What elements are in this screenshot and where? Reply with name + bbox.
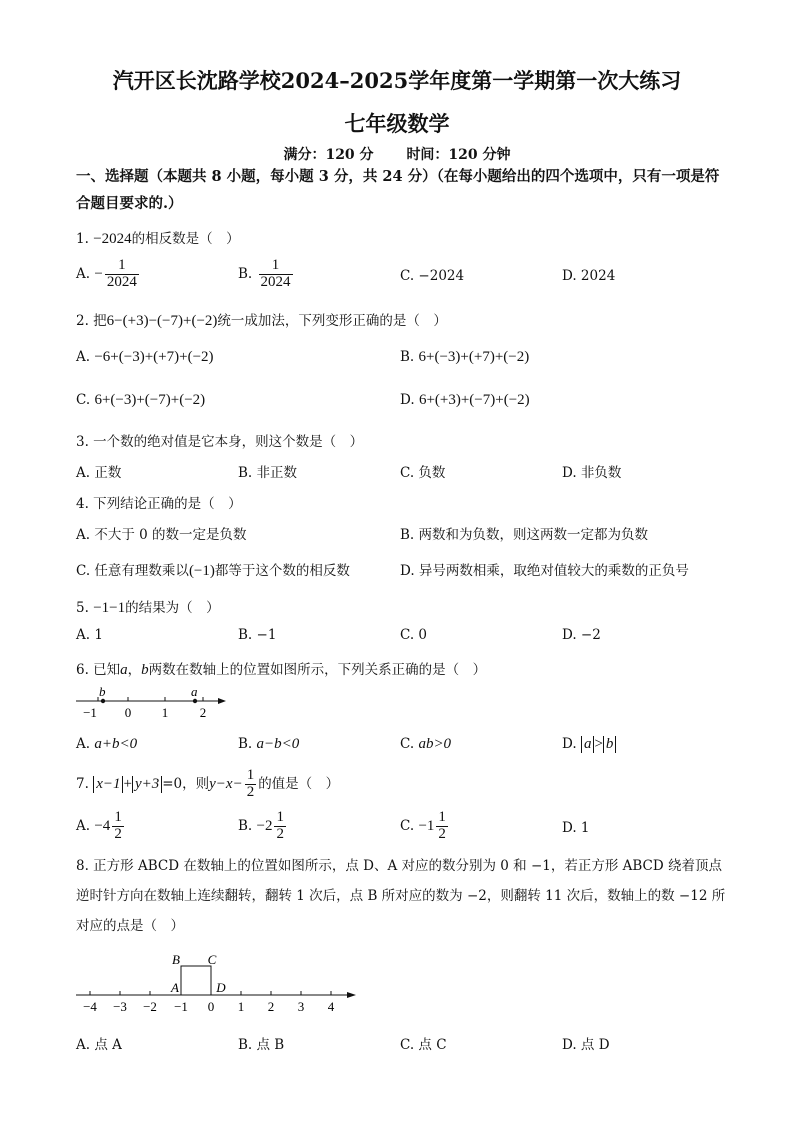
tick-label: 4: [327, 999, 335, 1014]
tick-label: −1: [174, 999, 188, 1014]
q2-option-d[interactable]: D. 6+(+3)+(−7)+(−2): [400, 392, 530, 408]
vertex-a-label: A: [171, 980, 179, 995]
vertex-b-label: B: [172, 952, 180, 967]
section-heading: 一、选择题（本题共 8 小题，每小题 3 分，共 24 分）（在每小题给出的四个选项中，只有一项是符合题目要求的.）: [76, 168, 720, 212]
q4-option-c[interactable]: C. 任意有理数乘以(−1)都等于这个数的相反数: [76, 563, 350, 579]
vertex-d-label: D: [216, 980, 226, 995]
q4-option-d[interactable]: D. 异号两数相乘，取绝对值较大的乘数的正负号: [400, 563, 689, 579]
q2-expression: 6−(+3)−(−7)+(−2): [106, 313, 218, 329]
tick-label: −4: [83, 999, 97, 1014]
question-7-stem: 7. x−1 + y+3 =0，则y−x− $\frac{1}{2}$ 的值是（ ）: [76, 767, 340, 800]
q8-option-a[interactable]: A. 点 A: [76, 1037, 122, 1053]
tick-label: −3: [113, 999, 127, 1014]
question-4-stem: 4. 下列结论正确的是（ ）: [76, 496, 242, 512]
square-abcd: [181, 966, 211, 995]
tick-label: 3: [297, 999, 305, 1014]
q4-option-a[interactable]: A. 不大于 0 的数一定是负数: [76, 527, 247, 543]
q7-option-d[interactable]: D. 1: [562, 820, 590, 836]
tick-label: 0: [207, 999, 215, 1014]
q6-option-a[interactable]: A. a+b<0: [76, 736, 138, 752]
vertex-c-label: C: [207, 952, 217, 967]
exam-title: 汽开区长沈路学校2024–2025学年度第一学期第一次大练习: [112, 68, 682, 93]
q5-option-c[interactable]: C. 0: [400, 627, 428, 643]
question-6-stem: 6. 已知a，b两数在数轴上的位置如图所示，下列关系正确的是（ ）: [76, 662, 487, 678]
exam-subtitle: 七年级数学: [344, 111, 450, 136]
q3-option-d[interactable]: D. 非负数: [562, 465, 622, 481]
tick-label: 1: [161, 705, 169, 720]
q6-number-line: [72, 682, 232, 722]
q8-option-d[interactable]: D. 点 D: [562, 1037, 610, 1053]
exam-meta: [0, 144, 794, 164]
tick-label: 2: [267, 999, 275, 1014]
q5-option-d[interactable]: D. −2: [562, 627, 601, 643]
q6-option-b[interactable]: B. a−b<0: [238, 736, 300, 752]
q8-option-b[interactable]: B. 点 B: [238, 1037, 285, 1053]
q3-option-b[interactable]: B. 非正数: [238, 465, 298, 481]
q2-option-a[interactable]: A. −6+(−3)+(+7)+(−2): [76, 349, 214, 365]
q3-option-a[interactable]: A. 正数: [76, 465, 122, 481]
question-1-stem: 1. −2024的相反数是（ ）: [76, 231, 240, 247]
q1-option-b[interactable]: B. $\frac{1}{2024}$: [238, 257, 291, 290]
q8-option-c[interactable]: C. 点 C: [400, 1037, 447, 1053]
point-a-label: a: [191, 684, 198, 699]
question-5-stem: 5. −1−1的结果为（ ）: [76, 600, 220, 616]
tick-label: 1: [237, 999, 245, 1014]
q1-option-d[interactable]: D. 2024: [562, 268, 616, 284]
tick-label: 0: [124, 705, 132, 720]
point-b-label: b: [99, 684, 106, 699]
q6-option-c[interactable]: C. ab>0: [400, 736, 452, 752]
q3-option-c[interactable]: C. 负数: [400, 465, 446, 481]
question-8-stem: 8. 正方形 ABCD 在数轴上的位置如图所示，点 D、A 对应的数分别为 0 和 −1，若正方形 ABCD 绕着顶点逆时针方向在数轴上连续翻转，翻转 1 次后，点 B 所对应的数为 −2，则翻转 11 次后，数轴上的数 −12 所对应的点是（ ）: [76, 858, 726, 934]
question-2-stem: 2. 把6−(+3)−(−7)+(−2)统一成加法，下列变形正确的是（ ）: [76, 313, 447, 329]
score-info: 满分：120 分: [283, 147, 374, 163]
time-info: 时间：120 分钟: [406, 147, 511, 163]
q4-option-b[interactable]: B. 两数和为负数，则这两数一定都为负数: [400, 527, 649, 543]
point-b-dot: [101, 699, 105, 703]
tick-label: 2: [199, 705, 207, 720]
q2-option-b[interactable]: B. 6+(−3)+(+7)+(−2): [400, 349, 530, 365]
q6-option-d[interactable]: D. a > b: [562, 736, 616, 753]
q7-option-b[interactable]: B. −2 $\frac{1}{2}$: [238, 809, 284, 842]
q7-option-c[interactable]: C. −1 $\frac{1}{2}$: [400, 809, 446, 842]
tick-label: −1: [83, 705, 97, 720]
q7-option-a[interactable]: A. −4 $\frac{1}{2}$: [76, 809, 122, 842]
q1-expression: −2024: [93, 231, 132, 247]
tick-label: −2: [143, 999, 157, 1014]
point-a-dot: [193, 699, 197, 703]
q5-option-b[interactable]: B. −1: [238, 627, 277, 643]
q2-option-c[interactable]: C. 6+(−3)+(−7)+(−2): [76, 392, 206, 408]
q1-option-c[interactable]: C. −2024: [400, 268, 465, 284]
q5-option-a[interactable]: A. 1: [76, 627, 103, 643]
q1-option-a[interactable]: A. − $\frac{1}{2024}$: [76, 257, 137, 290]
q8-number-line: [72, 946, 362, 1016]
question-3-stem: 3. 一个数的绝对值是它本身，则这个数是（ ）: [76, 434, 364, 450]
